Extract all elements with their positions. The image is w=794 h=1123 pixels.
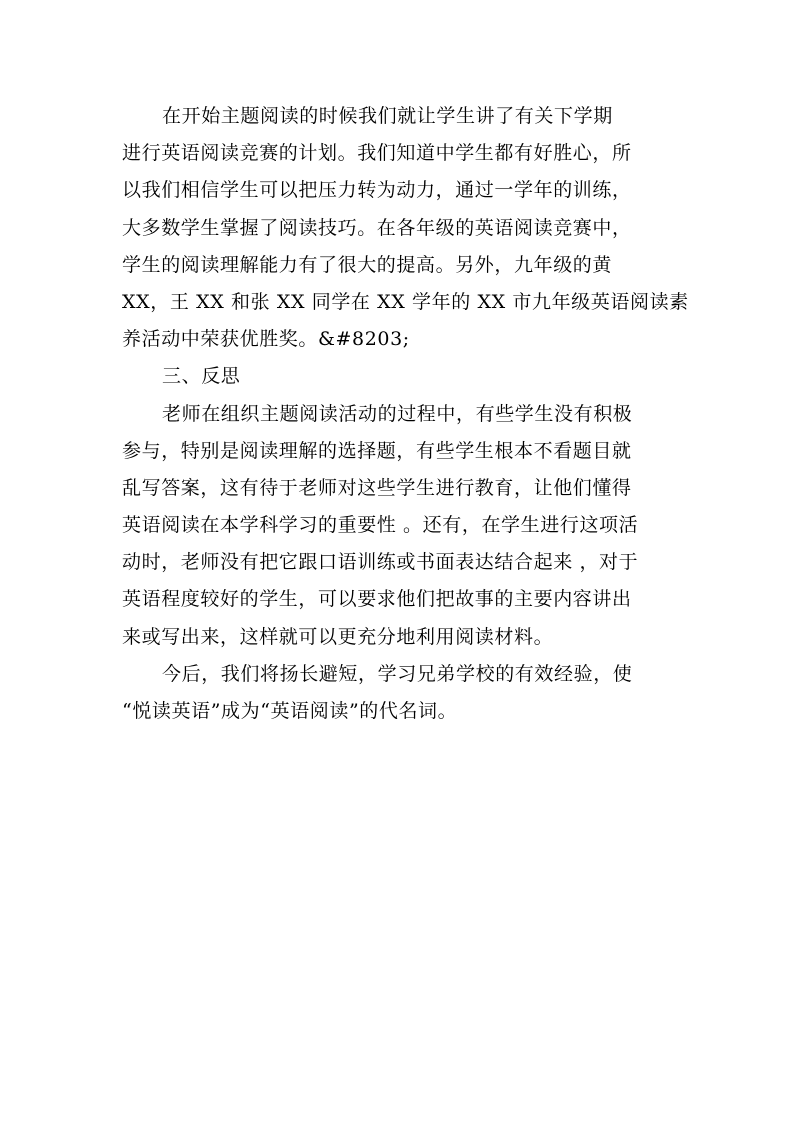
section-heading-reflection: 三、反思 (162, 365, 241, 388)
text-line: 以我们相信学生可以把压力转为动力，通过一学年的训练， (122, 179, 632, 202)
text-line: 动时，老师没有把它跟口语训练或书面表达结合起来 ，对于 (122, 551, 639, 574)
text-line: 学生的阅读理解能力有了很大的提高。另外，九年级的黄 (122, 253, 613, 276)
text-line: “悦读英语”成为“英语阅读”的代名词。 (122, 700, 458, 722)
text-line: 来或写出来，这样就可以更充分地利用阅读材料。 (122, 625, 554, 648)
text-line: 英语阅读在本学科学习的重要性 。还有，在学生进行这项活 (122, 514, 639, 537)
text-line: 今后，我们将扬长避短，学习兄弟学校的有效经验，使 (162, 662, 633, 685)
text-line: 大多数学生掌握了阅读技巧。在各年级的英语阅读竞赛中， (122, 216, 632, 239)
text-line: XX，王 XX 和张 XX 同学在 XX 学年的 XX 市九年级英语阅读素 (122, 290, 689, 313)
text-line: 英语程度较好的学生，可以要求他们把故事的主要内容讲出 (122, 588, 632, 611)
text-line: 参与，特别是阅读理解的选择题，有些学生根本不看题目就 (122, 439, 632, 462)
paragraph-competition-results (122, 98, 689, 358)
text-line: 老师在组织主题阅读活动的过程中，有些学生没有积极 (162, 402, 633, 425)
text-line: 乱写答案，这有待于老师对这些学生进行教育，让他们懂得 (122, 476, 632, 499)
paragraph-reflection (122, 396, 682, 656)
document-body (122, 98, 689, 730)
text-line: 养活动中荣获优胜奖。&#8203; (122, 328, 410, 351)
text-line: 在开始主题阅读的时候我们就让学生讲了有关下学期 (162, 105, 613, 127)
text-line: 进行英语阅读竞赛的计划。我们知道中学生都有好胜心，所 (122, 142, 632, 165)
paragraph-conclusion (122, 656, 682, 730)
